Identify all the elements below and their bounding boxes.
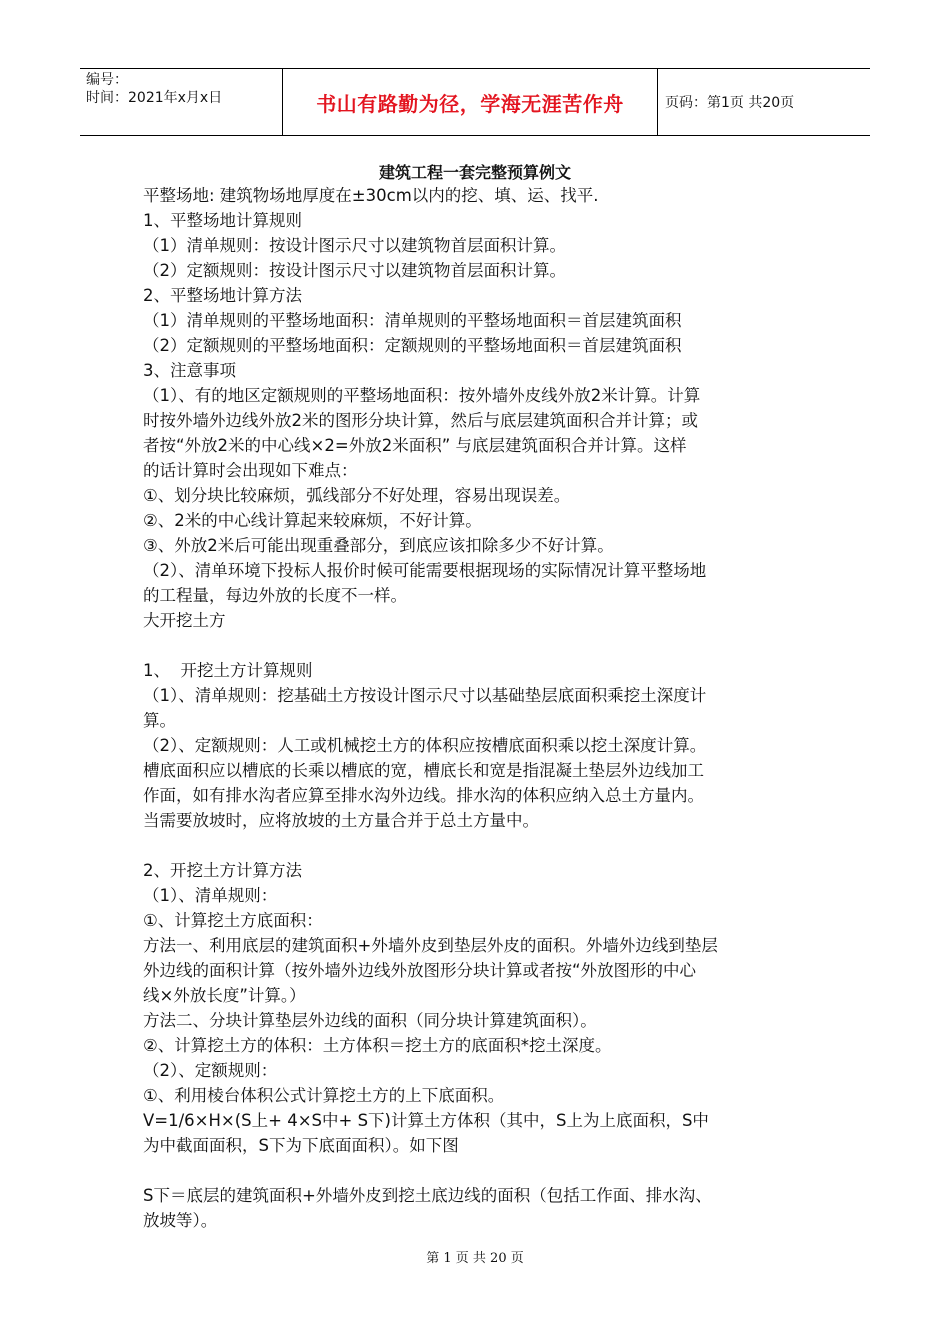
body-line: （1）清单规则的平整场地面积：清单规则的平整场地面积＝首层建筑面积 (143, 311, 682, 330)
blank-line (143, 1158, 813, 1183)
body-line: ①、利用棱台体积公式计算挖土方的上下底面积。 (143, 1086, 505, 1105)
body-line: （1）清单规则：按设计图示尺寸以建筑物首层面积计算。 (143, 236, 566, 255)
header-meta (80, 69, 283, 135)
body-line: 线×外放长度”计算。） (143, 986, 306, 1005)
body-line: 2、平整场地计算方法 (143, 286, 302, 305)
body-line: 放坡等）。 (143, 1211, 218, 1230)
body-line: 2、开挖土方计算方法 (143, 861, 302, 880)
body-line: 的话计算时会出现如下难点： (143, 461, 358, 480)
blank-line (143, 833, 813, 858)
body-line: S下＝底层的建筑面积+外墙外皮到挖土底边线的面积（包括工作面、排水沟、 (143, 1186, 712, 1205)
body-line: （2）、定额规则：人工或机械挖土方的体积应按槽底面积乘以挖土深度计算。 (143, 736, 707, 755)
body-line: 算。 (143, 711, 176, 730)
body-line: 槽底面积应以槽底的长乘以槽底的宽，槽底长和宽是指混凝土垫层外边线加工 (143, 761, 704, 780)
body-line: 作面，如有排水沟者应算至排水沟外边线。排水沟的体积应纳入总土方量内。 (143, 786, 704, 805)
body-line: 方法二、分块计算垫层外边线的面积（同分块计算建筑面积）。 (143, 1011, 597, 1030)
body-line: 时按外墙外边线外放2米的图形分块计算，然后与底层建筑面积合并计算；或 (143, 411, 698, 430)
page-footer: 第 1 页 共 20 页 (426, 1251, 524, 1266)
body-line: V=1/6×H×(S上+ 4×S中+ S下)计算土方体积（其中，S上为上底面积，S中 (143, 1111, 709, 1130)
body-line: 当需要放坡时，应将放坡的土方量合并于总土方量中。 (143, 811, 539, 830)
body-line: ①、划分块比较麻烦，弧线部分不好处理，容易出现误差。 (143, 486, 571, 505)
body-line: 3、注意事项 (143, 361, 236, 380)
body-line: （1）、清单规则：挖基础土方按设计图示尺寸以基础垫层底面积乘挖土深度计 (143, 686, 707, 705)
body-line: 1、平整场地计算规则 (143, 211, 302, 230)
body-line: 外边线的面积计算（按外墙外边线外放图形分块计算或者按“外放图形的中心 (143, 961, 697, 980)
header-motto: 书山有路勤为径，学海无涯苦作舟 (283, 69, 658, 135)
time-label: 时间：2021年x月x日 (86, 90, 223, 106)
body-line: （2）定额规则：按设计图示尺寸以建筑物首层面积计算。 (143, 261, 566, 280)
document-header (80, 68, 870, 136)
document-body (143, 183, 813, 1233)
blank-line (143, 633, 813, 658)
body-line: 1、 开挖土方计算规则 (143, 661, 313, 680)
number-label: 编号： (86, 72, 128, 88)
body-line: ③、外放2米后可能出现重叠部分，到底应该扣除多少不好计算。 (143, 536, 614, 555)
body-line: （1）、清单规则： (143, 886, 278, 905)
body-line: 平整场地: 建筑物场地厚度在±30cm以内的挖、填、运、找平. (143, 186, 599, 205)
body-line: 为中截面面积，S下为下底面面积）。如下图 (143, 1136, 459, 1155)
body-line: ①、计算挖土方底面积： (143, 911, 323, 930)
body-line: ②、计算挖土方的体积：土方体积＝挖土方的底面积*挖土深度。 (143, 1036, 612, 1055)
document-title: 建筑工程一套完整预算例文 (378, 163, 571, 182)
body-line: ②、2米的中心线计算起来较麻烦，不好计算。 (143, 511, 482, 530)
body-line: 的工程量，每边外放的长度不一样。 (143, 586, 407, 605)
body-line: （2）、清单环境下投标人报价时候可能需要根据现场的实际情况计算平整场地 (143, 561, 707, 580)
header-page-info: 页码：第1页 共20页 (665, 95, 795, 111)
body-line: （1）、有的地区定额规则的平整场地面积：按外墙外皮线外放2米计算。计算 (143, 386, 701, 405)
body-line: 者按“外放2米的中心线×2=外放2米面积” 与底层建筑面积合并计算。这样 (143, 436, 687, 455)
body-line: （2）、定额规则： (143, 1061, 278, 1080)
body-line: 大开挖土方 (143, 611, 226, 630)
body-line: 方法一、利用底层的建筑面积+外墙外皮到垫层外皮的面积。外墙外边线到垫层 (143, 936, 718, 955)
body-line: （2）定额规则的平整场地面积：定额规则的平整场地面积＝首层建筑面积 (143, 336, 682, 355)
